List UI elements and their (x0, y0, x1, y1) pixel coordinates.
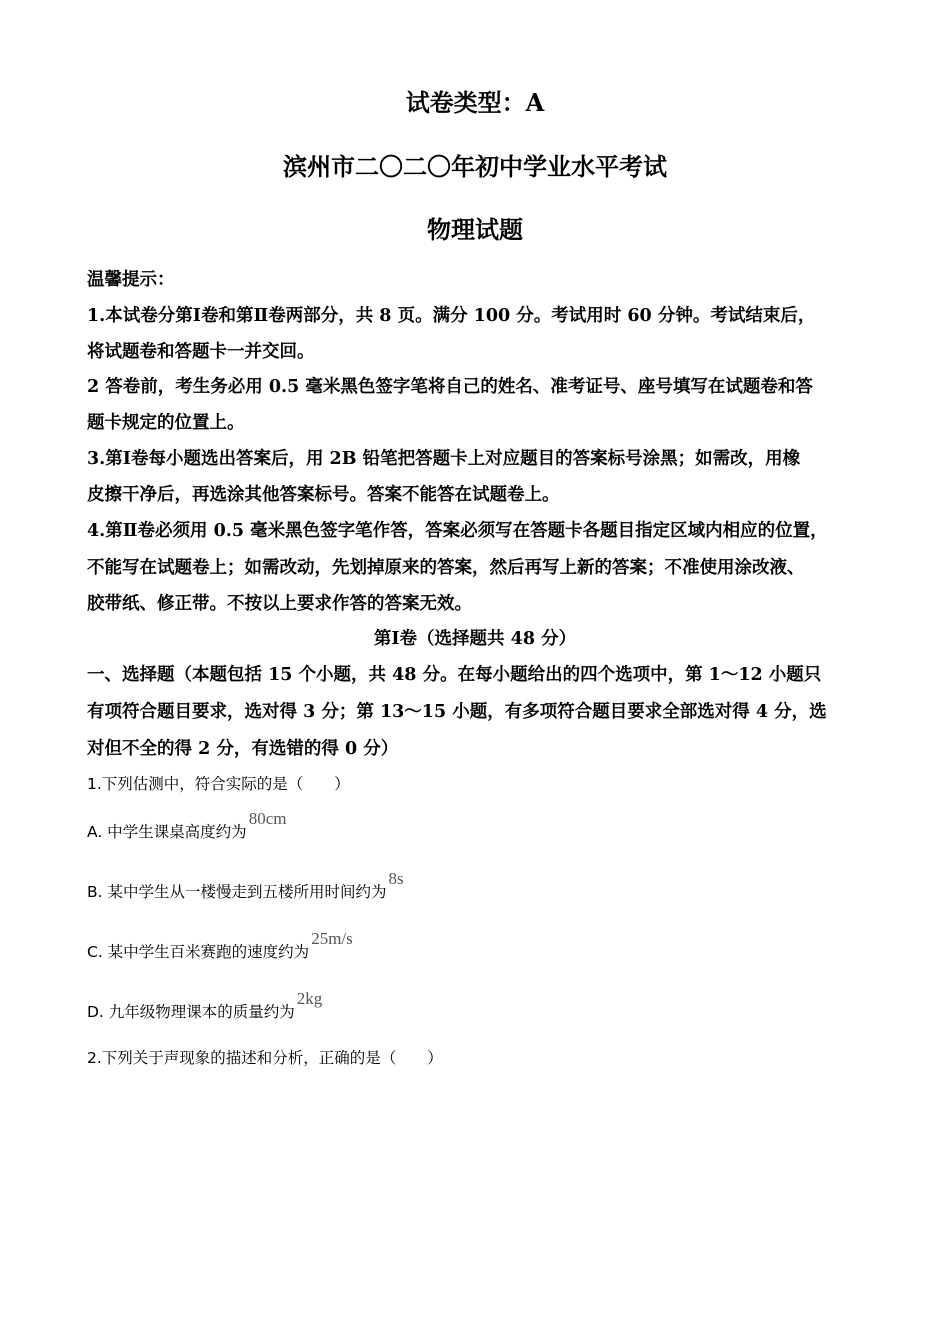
notice-line: 将试题卷和答题卡一并交回。 (87, 342, 315, 362)
question-option (87, 929, 353, 964)
notice-line: 题卡规定的位置上。 (87, 413, 245, 433)
question-option (87, 869, 404, 904)
subject-title: 物理试题 (427, 215, 523, 244)
question-stem: 2.下列关于声现象的描述和分析，正确的是（ ） (87, 1049, 443, 1067)
notice-line: 1.本试卷分第Ⅰ卷和第Ⅱ卷两部分，共 8 页。满分 100 分。考试用时 60 分钟。考试结束后， (87, 306, 816, 326)
section-title: 第Ⅰ卷（选择题共 48 分） (373, 629, 577, 649)
exam-title: 滨州市二〇二〇年初中学业水平考试 (283, 152, 667, 181)
notice-line: 不能写在试题卷上；如需改动，先划掉原来的答案，然后再写上新的答案；不准使用涂改液、 (87, 558, 805, 578)
question-option (87, 809, 287, 844)
notice-heading: 温馨提示： (87, 270, 175, 290)
question-stem: 1.下列估测中，符合实际的是（ ） (87, 775, 350, 793)
section-instruction: 一、选择题（本题包括 15 个小题，共 48 分。在每小题给出的四个选项中，第 1～12 小题只 (87, 665, 822, 685)
section-instruction: 有项符合题目要求，选对得 3 分；第 13～15 小题，有多项符合题目要求全部选对得 4 分，选 (87, 702, 827, 722)
notice-line: 皮擦干净后，再选涂其他答案标号。答案不能答在试题卷上。 (87, 485, 560, 505)
notice-line: 胶带纸、修正带。不按以上要求作答的答案无效。 (87, 594, 472, 614)
option-value: 2kg (296, 989, 323, 1008)
option-value: 25m/s (311, 929, 353, 948)
option-value: 80cm (248, 809, 287, 828)
option-label: C. 某中学生百米赛跑的速度约为 (87, 943, 310, 961)
option-label: A. 中学生课桌高度约为 (87, 823, 247, 841)
option-value: 8s (388, 869, 404, 888)
option-label: D. 九年级物理课本的质量约为 (87, 1003, 295, 1021)
option-label: B. 某中学生从一楼慢走到五楼所用时间约为 (87, 883, 387, 901)
notice-line: 2 答卷前，考生务必用 0.5 毫米黑色签字笔将自己的姓名、准考证号、座号填写在试题卷和答 (87, 377, 813, 397)
notice-line: 4.第Ⅱ卷必须用 0.5 毫米黑色签字笔作答，答案必须写在答题卡各题目指定区域内相应的位置， (87, 521, 828, 541)
notice-line: 3.第Ⅰ卷每小题选出答案后，用 2B 铅笔把答题卡上对应题目的答案标号涂黑；如需改，用橡 (87, 449, 801, 469)
paper-type: 试卷类型：A (405, 88, 545, 117)
section-instruction: 对但不全的得 2 分，有选错的得 0 分） (87, 739, 399, 759)
question-option (87, 989, 323, 1024)
